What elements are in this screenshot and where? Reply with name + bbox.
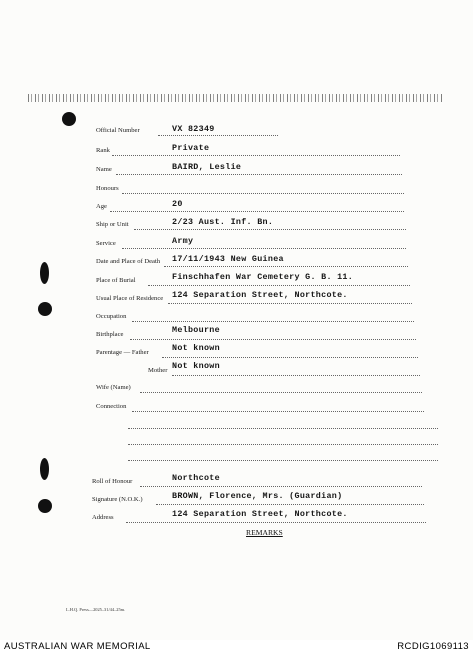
binding-mark-upper [40, 262, 49, 284]
wife-line [140, 392, 422, 393]
service-value: Army [172, 236, 194, 246]
connection-line-4 [128, 460, 438, 461]
occupation-line [132, 321, 414, 322]
ship-unit-line [134, 229, 406, 230]
mother-value: Not known [172, 361, 220, 371]
roll-line [140, 486, 422, 487]
birthplace-line [130, 339, 416, 340]
address-value: 124 Separation Street, Northcote. [172, 509, 348, 519]
signature-value: BROWN, Florence, Mrs. (Guardian) [172, 491, 343, 501]
connection-label: Connection [96, 403, 127, 410]
connection-line-3 [128, 444, 438, 445]
residence-line [168, 303, 412, 304]
archive-footer [0, 640, 473, 654]
rank-line [112, 155, 400, 156]
punch-hole-bottom [38, 499, 52, 513]
name-value: BAIRD, Leslie [172, 162, 242, 172]
roll-value: Northcote [172, 473, 220, 483]
name-line [116, 174, 402, 175]
signature-label: Signature (N.O.K.) [92, 496, 143, 503]
birthplace-value: Melbourne [172, 325, 220, 335]
connection-line-1 [132, 411, 424, 412]
service-line [122, 248, 406, 249]
ship-unit-value: 2/23 Aust. Inf. Bn. [172, 217, 274, 227]
father-value: Not known [172, 343, 220, 353]
father-label: Parentage — Father [96, 349, 149, 356]
age-value: 20 [172, 199, 183, 209]
mother-line [172, 375, 420, 376]
burial-line [148, 285, 410, 286]
remarks-heading: REMARKS [246, 528, 283, 537]
burial-label: Place of Burial [96, 277, 136, 284]
roll-label: Roll of Honour [92, 478, 133, 485]
father-line [162, 357, 418, 358]
rank-label: Rank [96, 147, 110, 154]
birthplace-label: Birthplace [96, 331, 124, 338]
residence-value: 124 Separation Street, Northcote. [172, 290, 348, 300]
mother-label: Mother [148, 367, 168, 374]
address-label: Address [92, 514, 114, 521]
ship-unit-label: Ship or Unit [96, 221, 129, 228]
wife-label: Wife (Name) [96, 384, 131, 391]
occupation-label: Occupation [96, 313, 127, 320]
service-label: Service [96, 240, 116, 247]
signature-line [156, 504, 424, 505]
death-label: Date and Place of Death [96, 258, 161, 265]
name-label: Name [96, 166, 112, 173]
death-line [164, 266, 408, 267]
address-line [126, 522, 426, 523]
official-number-value: VX 82349 [172, 124, 215, 134]
honours-line [122, 193, 404, 194]
residence-label: Usual Place of Residence [96, 295, 164, 302]
official-number-line [158, 135, 278, 136]
official-number-label: Official Number [96, 127, 140, 134]
death-value: 17/11/1943 New Guinea [172, 254, 284, 264]
age-line [110, 211, 404, 212]
burial-value: Finschhafen War Cemetery G. B. 11. [172, 272, 354, 282]
age-label: Age [96, 203, 107, 210]
punch-hole-middle [38, 302, 52, 316]
punch-hole-top [62, 112, 76, 126]
scan-artifact-strip [28, 94, 443, 102]
footer-record-id: RCDIG1069113 [397, 641, 469, 652]
printer-note: L.H.Q. Press—2025–31/44–25m. [66, 607, 126, 612]
honours-label: Honours [96, 185, 119, 192]
binding-mark-lower [40, 458, 49, 480]
connection-line-2 [128, 428, 438, 429]
footer-institution: AUSTRALIAN WAR MEMORIAL [4, 641, 151, 652]
rank-value: Private [172, 143, 210, 153]
